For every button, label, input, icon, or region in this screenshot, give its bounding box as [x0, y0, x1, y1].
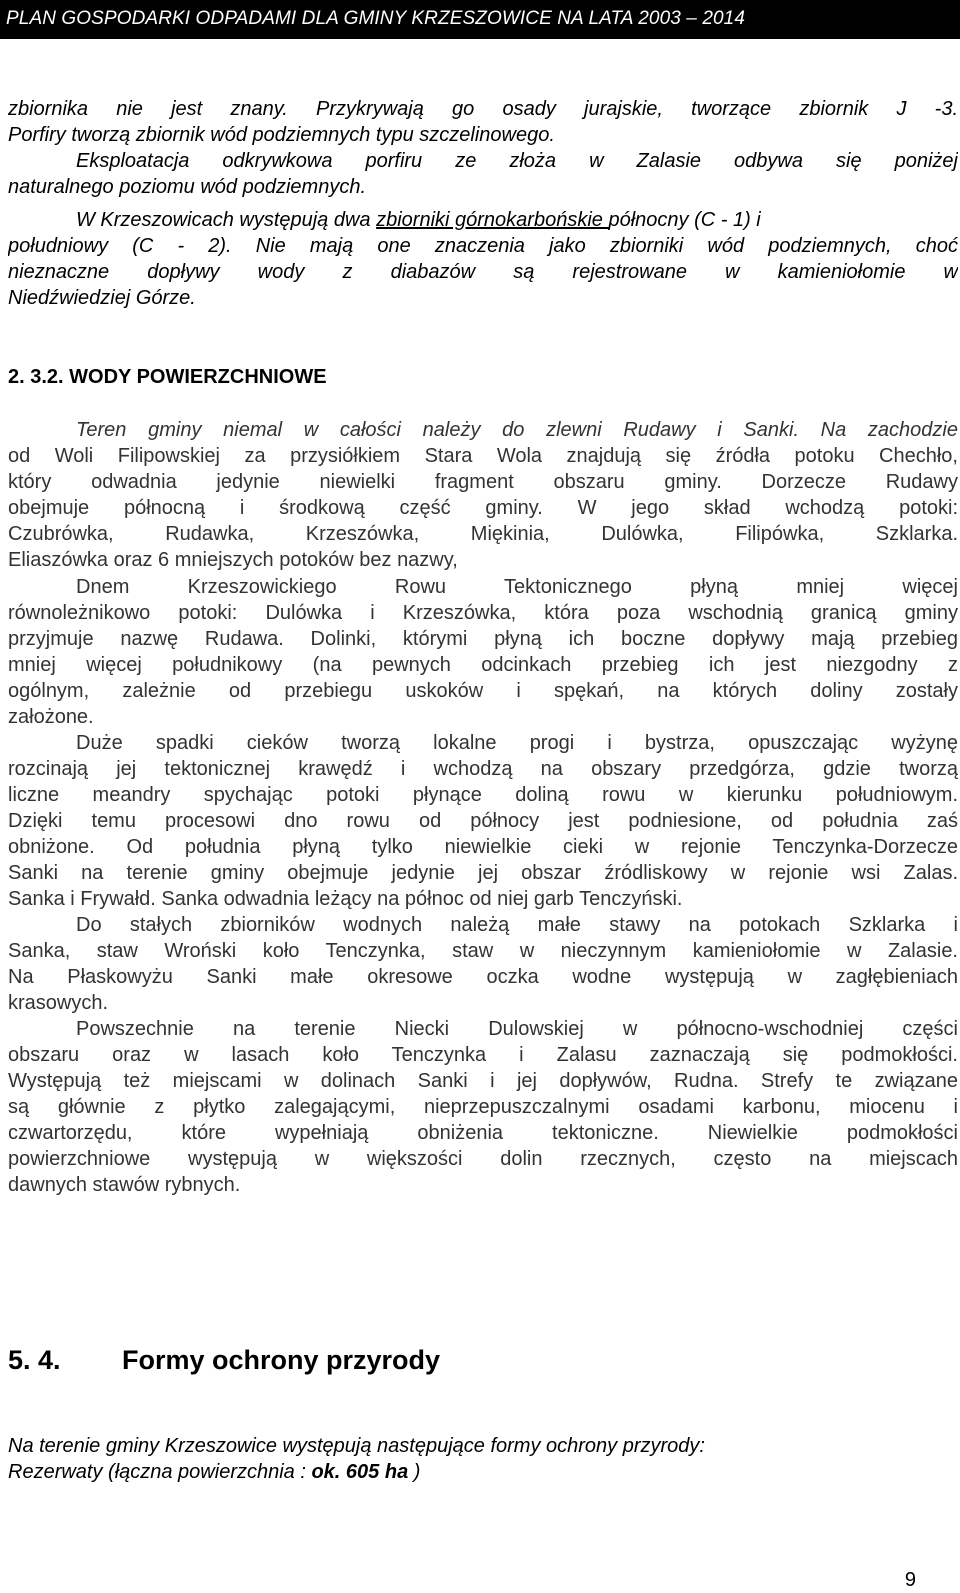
text-line: Dzięki temu procesowi dno rowu od północy jest podniesione, od południa zaś [8, 810, 958, 832]
text-line: Na Płaskowyżu Sanki małe okresowe oczka wodne występują w zagłębieniach [8, 966, 958, 988]
text-line: przyjmuje nazwę Rudawa. Dolinki, którymi płyną ich boczne dopływy mają przebieg [8, 628, 958, 650]
text-line: Czubrówka, Rudawka, Krzeszówka, Miękinia, Dulówka, Filipówka, Szklarka. [8, 523, 958, 545]
chapter-number: 5. 4. [8, 1345, 61, 1375]
text-line: Sanka i Frywałd. Sanka odwadnia leżący na północ od niej garb Tenczyński. [8, 888, 683, 910]
text-line: Sanki na terenie gminy obejmuje jedynie jej obszar źródliskowy w rejonie wsi Zalas. [8, 862, 958, 884]
text-line: mniej więcej południkowy (na pewnych odcinkach przebieg ich jest niezgodny z [8, 654, 958, 676]
text-line: który odwadnia jedynie niewielki fragment obszaru gminy. Dorzecze Rudawy [8, 471, 958, 493]
text-line: powierzchniowe występują w większości dolin rzecznych, często na miejscach [8, 1148, 958, 1170]
text-line: dawnych stawów rybnych. [8, 1174, 241, 1196]
page-number: 9 [904, 1569, 916, 1591]
text-line: obniżone. Od południa płyną tylko niewielkie cieki w rejonie Tenczynka-Dorzecze [8, 836, 958, 858]
text-line: od Woli Filipowskiej za przysiółkiem Stara Wola znajdują się źródła potoku Chechło, [8, 445, 958, 467]
section-heading: 2. 3.2. WODY POWIERZCHNIOWE [8, 366, 327, 388]
text-line: Powszechnie na terenie Niecki Dulowskiej w północno-wschodniej części [76, 1018, 958, 1040]
underlined-term: zbiorniki górnokarbońskie [376, 209, 609, 231]
text-line: Teren gminy niemal w całości należy do zlewni Rudawy i Sanki. Na zachodzie [76, 419, 958, 441]
document-header: PLAN GOSPODARKI ODPADAMI DLA GMINY KRZESZOWICE NA LATA 2003 – 2014 [0, 0, 960, 37]
text-line: Duże spadki cieków tworzą lokalne progi i bystrza, opuszczając wyżynę [76, 732, 958, 754]
text-line: rozcinają jej tektonicznej krawędź i wchodzą na obszary przedgórza, gdzie tworzą [8, 758, 958, 780]
text-line: naturalnego poziomu wód podziemnych. [8, 176, 366, 198]
text-line: ogólnym, zależnie od przebiegu uskoków i spękań, na których doliny zostały [8, 680, 958, 702]
text-line: Eliaszówka oraz 6 mniejszych potoków bez nazwy, [8, 549, 458, 571]
text-span: Rezerwaty (łączna powierzchnia : [8, 1461, 312, 1483]
text-span: ) [408, 1461, 421, 1483]
text-span: W Krzeszowicach występują dwa [76, 209, 377, 231]
text-line [76, 207, 958, 233]
text-line: są głównie z płytko zalegającymi, nieprzepuszczalnymi osadami karbonu, miocenu i [8, 1096, 958, 1118]
chapter-title: Formy ochrony przyrody [122, 1345, 441, 1375]
text-line: Do stałych zbiorników wodnych należą małe stawy na potokach Szklarka i [76, 914, 958, 936]
text-line: Eksploatacja odkrywkowa porfiru ze złoża w Zalasie odbywa się poniżej [76, 150, 958, 172]
text-line: równoleżnikowo potoki: Dulówka i Krzeszówka, która poza wschodnią granicą gminy [8, 602, 958, 624]
text-line: Występują też miejscami w dolinach Sanki i jej dopływów, Rudna. Strefy te związane [8, 1070, 958, 1092]
text-line: Sanka, staw Wroński koło Tenczynka, staw w nieczynnym kamieniołomie w Zalasie. [8, 940, 958, 962]
text-line: Dnem Krzeszowickiego Rowu Tektonicznego płyną mniej więcej [76, 576, 958, 598]
intro-line: Na terenie gminy Krzeszowice występują następujące formy ochrony przyrody: [8, 1435, 705, 1457]
text-line: liczne meandry spychając potoki płynące doliną rowu w kierunku południowym. [8, 784, 958, 806]
reserves-area: ok. 605 ha [311, 1461, 409, 1483]
text-line: obszaru oraz w lasach koło Tenczynka i Zalasu zaznaczają się podmokłości. [8, 1044, 958, 1066]
header-rule [0, 37, 960, 39]
reserves-line [8, 1459, 958, 1485]
text-line: nieznaczne dopływy wody z diabazów są rejestrowane w kamieniołomie w [8, 261, 958, 283]
text-line: krasowych. [8, 992, 109, 1014]
text-line: założone. [8, 706, 94, 728]
text-line: południowy (C - 2). Nie mają one znaczenia jako zbiorniki wód podziemnych, choć [8, 235, 958, 257]
text-line: obejmuje północną i środkową część gminy. W jego skład wchodzą potoki: [8, 497, 958, 519]
text-line: Porfiry tworzą zbiornik wód podziemnych typu szczelinowego. [8, 124, 555, 146]
text-line: Niedźwiedziej Górze. [8, 287, 196, 309]
text-line: zbiornika nie jest znany. Przykrywają go osady jurajskie, tworzące zbiornik J -3. [8, 98, 958, 120]
text-line: czwartorzędu, które wypełniają obniżenia tektoniczne. Niewielkie podmokłości [8, 1122, 958, 1144]
text-span: północny (C - 1) i [608, 209, 761, 231]
